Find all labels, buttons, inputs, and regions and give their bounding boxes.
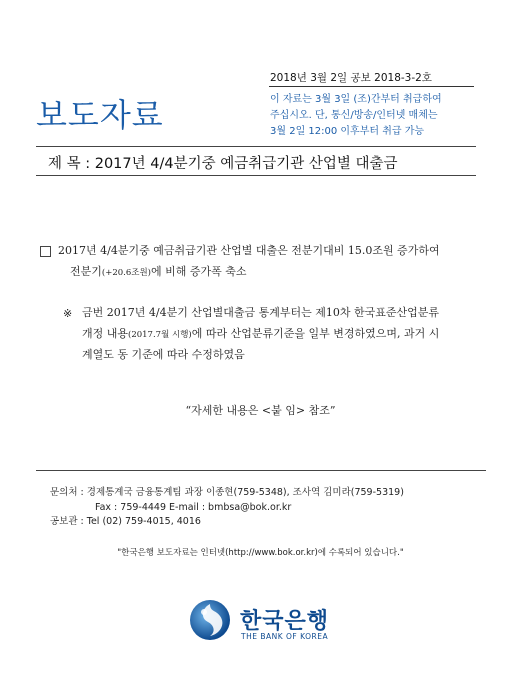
note-paragraph [82,303,477,366]
press-office-contact: 공보관 : Tel (02) 759-4015, 4016 [50,516,201,527]
note-line-2 [82,324,477,346]
bank-name-english: THE BANK OF KOREA [241,632,329,641]
summary-small-text: (+20.6조원) [101,268,151,278]
fax-email: Fax : 759-4449 E-mail : bmbsa@bok.or.kr [95,501,292,513]
square-bullet-icon [40,246,51,257]
website-note: "한국은행 보도자료는 인터넷(http://www.bok.or.kr)에 수록되어 있습니다." [117,548,404,558]
footer-rule [36,470,486,471]
subject-title: 제 목 : 2017년 4/4분기중 예금취급기관 산업별 대출금 [48,156,398,172]
summary-text: 전분기 [70,265,102,278]
contact-block [50,486,404,530]
reference-mark-icon: ※ [63,307,73,320]
note-small-text: (2017.7월 시행) [128,329,192,340]
inquiry-contact: 문의처 : 경제통계국 금융통계팀 과장 이종현(759-5348), 조사역 김미라(759-5319) [50,487,404,498]
bok-emblem-icon [188,598,232,642]
embargo-line: 주십시오. 단, 통신/방송/인터넷 매체는 [270,110,438,121]
note-text: 개정 내용 [82,326,129,340]
summary-line-2 [70,263,247,279]
attachment-reference: “자세한 내용은 <붙 임> 참조” [185,404,336,417]
note-text: 에 따라 산업분류기준을 일부 변경하였으며, 과거 시 [191,326,440,340]
note-line-3: 계열도 동 기준에 따라 수정하였음 [82,348,245,361]
press-release-title: 보도자료 [36,96,164,134]
summary-line-1: 2017년 4/4분기중 예금취급기관 산업별 대출은 전분기대비 15.0조원 증가하여 [58,244,440,257]
header-rule [269,86,474,87]
embargo-notice [270,92,475,140]
summary-text: 에 비해 증가폭 축소 [151,265,247,278]
doc-number: 2018년 3월 2일 공보 2018-3-2호 [270,72,432,84]
note-line-1: 금번 2017년 4/4분기 산업별대출금 통계부터는 제10차 한국표준산업분류 [82,306,439,319]
embargo-line: 3월 2일 12:00 이후부터 취급 가능 [270,126,425,137]
bank-name-korean: 한국은행 [240,609,330,634]
embargo-line: 이 자료는 3월 3일 (조)간부터 취급하여 [270,94,442,105]
